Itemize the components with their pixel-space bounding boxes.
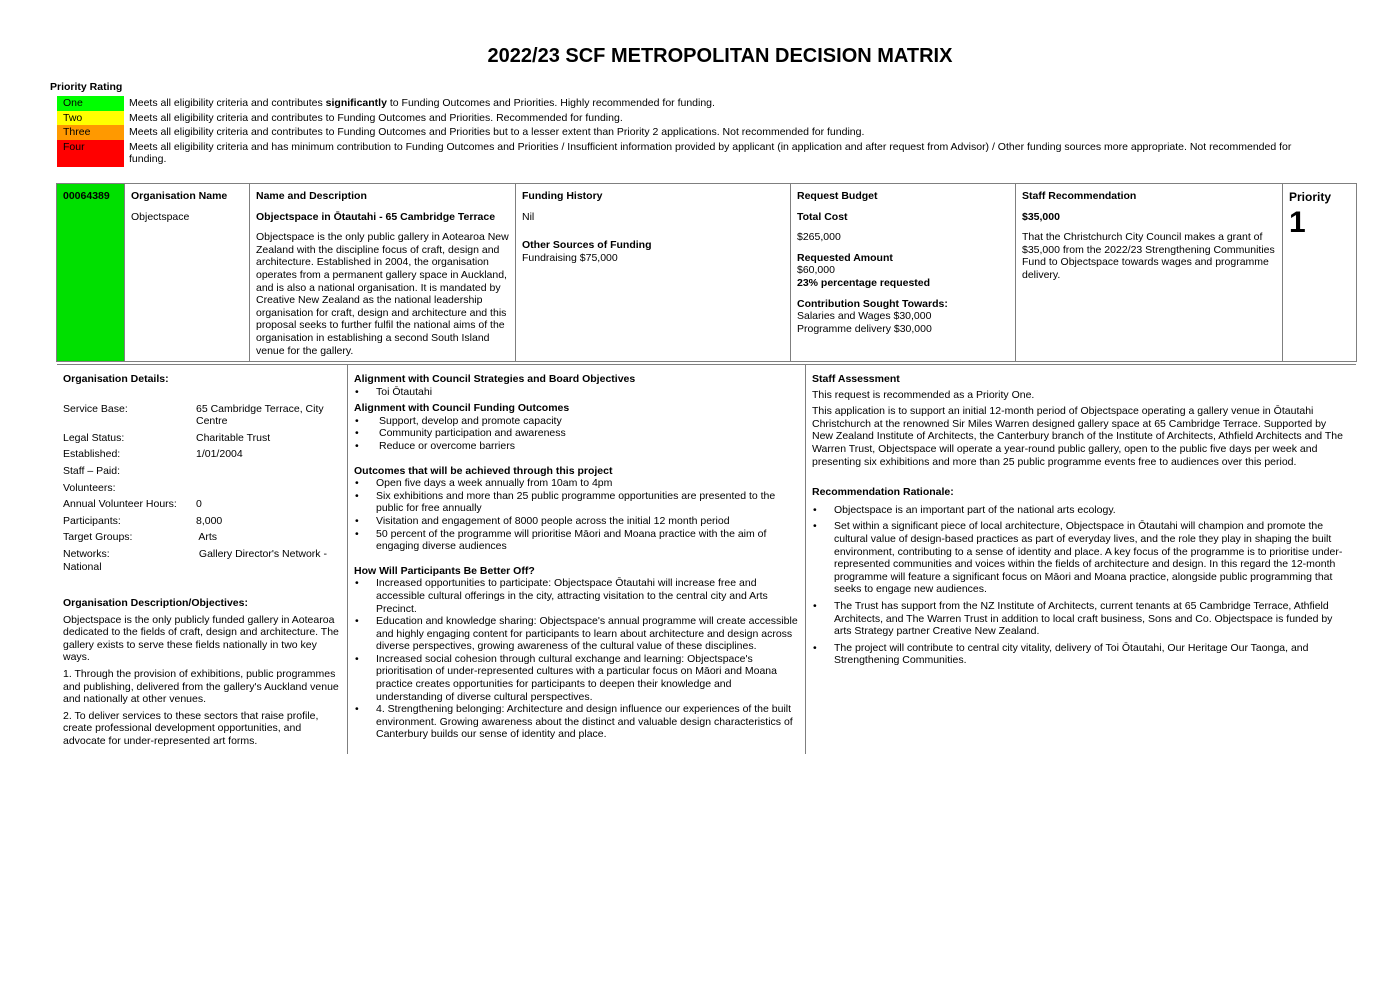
section-divider (57, 364, 1356, 365)
details-value (196, 465, 344, 478)
list-item: • Increased opportunities to participate: Objectspace Ōtautahi will increase free and accessible cultural offerings in the city, attracting visitation to the central city and Arts Precinct. (354, 577, 800, 615)
details-value: Charitable Trust (196, 431, 271, 444)
staff-assessment-priority: This request is recommended as a Priority One. (812, 388, 1035, 401)
list-item: • Open five days a week annually from 10am to 4pm (354, 477, 800, 490)
application-id: 00064389 (57, 184, 125, 362)
details-row-staff-paid (63, 465, 344, 478)
organisation-name-cell (125, 184, 250, 362)
staff-assessment-heading: Staff Assessment (812, 373, 900, 385)
name-description-cell (250, 184, 516, 362)
details-row-legal-status (63, 432, 344, 445)
details-value: Arts (196, 531, 218, 544)
priority-level-text: Meets all eligibility criteria and contributes significantly to Funding Outcomes and Priorities. Highly recommended for funding. (129, 97, 715, 109)
networks-block (63, 548, 344, 574)
column-divider (347, 364, 348, 754)
contribution-label: Contribution Sought Towards: (797, 297, 948, 310)
organisation-details-column (63, 373, 344, 751)
details-label: Participants: (63, 514, 121, 527)
details-row-service-base (63, 403, 344, 428)
details-label: Established: (63, 448, 121, 461)
organisation-description-paragraph: 1. Through the provision of exhibitions, public programmes and publishing, delivered from the gallery's Auckland venue and nationally at other venues. (63, 667, 339, 706)
staff-assessment-summary: This application is to support an initial 12-month period of Objectspace operating a gallery venue in Ōtautahi Christchurch at the renowned Sir Miles Warren designed gallery space at 65 Cambridge Terrace. Supported by New Zealand Institute of Architects, the Canterbury branch of the Institute of Architects, Athfield Architects and The Warren Trust, Objectspace will operate a year-round public gallery, open to the public five days per week and presenting six exhibitions and more than 25 public programme events free to audiences over this period. (812, 405, 1343, 468)
details-label: Legal Status: (63, 431, 125, 444)
details-row-volunteer-hours (63, 498, 344, 511)
contribution-salaries: Salaries and Wages $30,000 (797, 310, 932, 323)
percentage-requested: 23% percentage requested (797, 276, 931, 289)
list-item: • Support, develop and promote capacity (354, 415, 800, 428)
funding-history-header: Funding History (522, 190, 603, 202)
staff-recommendation-amount: $35,000 (1022, 210, 1060, 223)
other-sources-header: Other Sources of Funding (522, 239, 652, 252)
alignment-column (354, 373, 800, 741)
organisation-name: Objectspace (131, 210, 190, 223)
total-cost-value: $265,000 (797, 231, 841, 244)
details-value: 0 (196, 498, 202, 511)
funding-outcomes-list (354, 415, 800, 453)
details-value (196, 482, 344, 495)
outcomes-achieved-heading: Outcomes that will be achieved through this project (354, 464, 613, 477)
priority-level-text: Meets all eligibility criteria and contributes to Funding Outcomes and Priorities. Recommended for funding. (129, 111, 623, 124)
priority-value: 1 (1289, 206, 1306, 240)
list-item: • Reduce or overcome barriers (354, 440, 800, 453)
requested-amount-value: $60,000 (797, 264, 835, 277)
name-description-header: Name and Description (256, 190, 367, 202)
strategies-heading: Alignment with Council Strategies and Board Objectives (354, 373, 636, 385)
details-label: Staff – Paid: (63, 464, 121, 477)
organisation-description-paragraph: Objectspace is the only publicly funded gallery in Aotearoa dedicated to the fields of craft, design and architecture. The gallery exists to serve these fields nationally in two key ways. (63, 613, 339, 664)
better-off-heading: How Will Participants Be Better Off? (354, 564, 535, 577)
page-title: 2022/23 SCF METROPOLITAN DECISION MATRIX (487, 45, 953, 67)
list-item: • Six exhibitions and more than 25 public programme opportunities are presented to the public for free annually (354, 490, 800, 515)
list-item: • Visitation and engagement of 8000 people across the initial 12 month period (354, 515, 800, 528)
funding-history-value: Nil (522, 210, 535, 223)
list-item: • Set within a significant piece of local architecture, Objectspace in Ōtautahi will champion and promote the cultural value of design-based practices as part of everyday lives, and the role they play in shaping the built environment, contributing to a sense of identity and place. A key focus of the programme is to prioritise under-represented communities and voices within the fields of architecture and design. In this regard the 12-month programme will feature a significant focus on Māori and Moana practice, alongside public programming that seeks to engage new audiences. (812, 520, 1349, 596)
list-item: • Education and knowledge sharing: Objectspace's annual programme will create accessible and highly engaging content for participants to learn about architecture and design across diverse perspectives, growing awareness of the cultural value of these disciplines. (354, 615, 800, 653)
request-budget-header: Request Budget (797, 190, 878, 202)
details-label: Annual Volunteer Hours: (63, 498, 177, 511)
priority-level-text: Meets all eligibility criteria and has minimum contribution to Funding Outcomes and Priorities / Insufficient information provided by applicant (in application and after request from Advisor) / Other funding sources more appropriate. Not recommended for funding. (129, 140, 1292, 166)
organisation-description-heading: Organisation Description/Objectives: (63, 596, 248, 609)
other-sources-value: Fundraising $75,000 (522, 251, 618, 264)
recommendation-rationale-heading: Recommendation Rationale: (812, 486, 954, 499)
project-name: Objectspace in Ōtautahi - 65 Cambridge Terrace (256, 210, 496, 223)
details-value: Gallery Director's Network - National (63, 547, 330, 573)
details-row-target-groups (63, 531, 344, 544)
staff-recommendation-cell (1016, 184, 1283, 362)
staff-recommendation-text: That the Christchurch City Council makes a grant of $35,000 from the 2022/23 Strengthening Communities Fund to Objectspace towards wages and programme delivery. (1022, 231, 1275, 281)
details-label: Networks: (63, 547, 110, 560)
priority-rating-row-two (57, 111, 1317, 126)
application-table (56, 183, 1357, 362)
priority-rating-row-three (57, 125, 1317, 140)
details-row-networks (63, 548, 344, 574)
contribution-programme: Programme delivery $30,000 (797, 322, 932, 335)
staff-assessment-column (812, 373, 1349, 671)
list-item: • 4. Strengthening belonging: Architecture and design influence our experiences of the built environment. Growing awareness about the distinct and valuable design characteristics of Canterbury builds our sense of identity and place. (354, 703, 800, 741)
details-label: Service Base: (63, 402, 128, 415)
priority-level-label: One (57, 96, 124, 111)
recommendation-rationale-list (812, 504, 1349, 667)
priority-level-label: Four (57, 140, 124, 167)
total-cost-label: Total Cost (797, 210, 848, 223)
list-item: • The Trust has support from the NZ Institute of Architects, current tenants at 65 Cambridge Terrace, Athfield Architects, and The Warren Trust in addition to local craft business, Sons and Co. Objectspace is funded by arts Strategy partner Creative New Zealand. (812, 600, 1349, 638)
details-row-established (63, 448, 344, 461)
funding-history-cell (516, 184, 791, 362)
priority-level-label: Two (57, 111, 124, 126)
organisation-description-paragraph: 2. To deliver services to these sectors that raise profile, create professional development opportunities, and advocate for under-represented art forms. (63, 709, 319, 747)
details-row-participants (63, 515, 344, 528)
project-description: Objectspace is the only public gallery in Aotearoa New Zealand with the discipline focus of craft, design and architecture. Established in 2004, the organisation operates from a permanent gallery space in Auckland, and is also a national organisation. It is mandated by Creative New Zealand as the national leadership organisation for craft, design and architecture and this proposal seeks to further fulfil the national aims of the organisation in establishing a second South Island venue for the gallery. (256, 231, 509, 357)
list-item: • Objectspace is an important part of the national arts ecology. (812, 504, 1349, 517)
priority-rating-table (57, 96, 1317, 167)
priority-rating-heading: Priority Rating (50, 81, 123, 93)
priority-rating-row-one (57, 96, 1317, 111)
priority-level-label: Three (57, 125, 124, 140)
staff-recommendation-header: Staff Recommendation (1022, 190, 1137, 202)
requested-amount-label: Requested Amount (797, 251, 893, 264)
organisation-name-header: Organisation Name (131, 190, 228, 202)
details-value: 65 Cambridge Terrace, City Centre (196, 402, 324, 428)
organisation-details-heading: Organisation Details: (63, 373, 169, 385)
list-item: • 50 percent of the programme will prioritise Māori and Moana practice with the aim of engaging diverse audiences (354, 528, 800, 553)
priority-cell (1283, 184, 1357, 362)
list-item: • The project will contribute to central city vitality, delivery of Toi Ōtautahi, Our Heritage Our Taonga, and Strengthening Communities. (812, 642, 1349, 667)
better-off-list (354, 577, 800, 741)
priority-level-text: Meets all eligibility criteria and contributes to Funding Outcomes and Priorities but to a lesser extent than Priority 2 applications. Not recommended for funding. (129, 126, 865, 139)
funding-outcomes-heading: Alignment with Council Funding Outcomes (354, 402, 570, 415)
details-label: Volunteers: (63, 481, 116, 494)
request-budget-cell (791, 184, 1016, 362)
column-divider (805, 364, 806, 754)
details-label: Target Groups: (63, 531, 133, 544)
details-row-volunteers (63, 482, 344, 495)
priority-rating-row-four (57, 140, 1317, 167)
list-item: • Toi Ōtautahi (354, 386, 800, 399)
priority-header: Priority (1289, 190, 1332, 204)
details-value: 1/01/2004 (196, 448, 243, 461)
outcomes-achieved-list (354, 477, 800, 553)
list-item: • Increased social cohesion through cultural exchange and learning: Objectspace's prioritisation of under-represented cultures with a particular focus on Māori and Moana practice creates opportunities for participants to deepen their knowledge and understanding of diverse cultural perspectives. (354, 653, 800, 703)
list-item: • Community participation and awareness (354, 427, 800, 440)
strategies-list (354, 386, 800, 399)
details-value: 8,000 (196, 514, 223, 527)
